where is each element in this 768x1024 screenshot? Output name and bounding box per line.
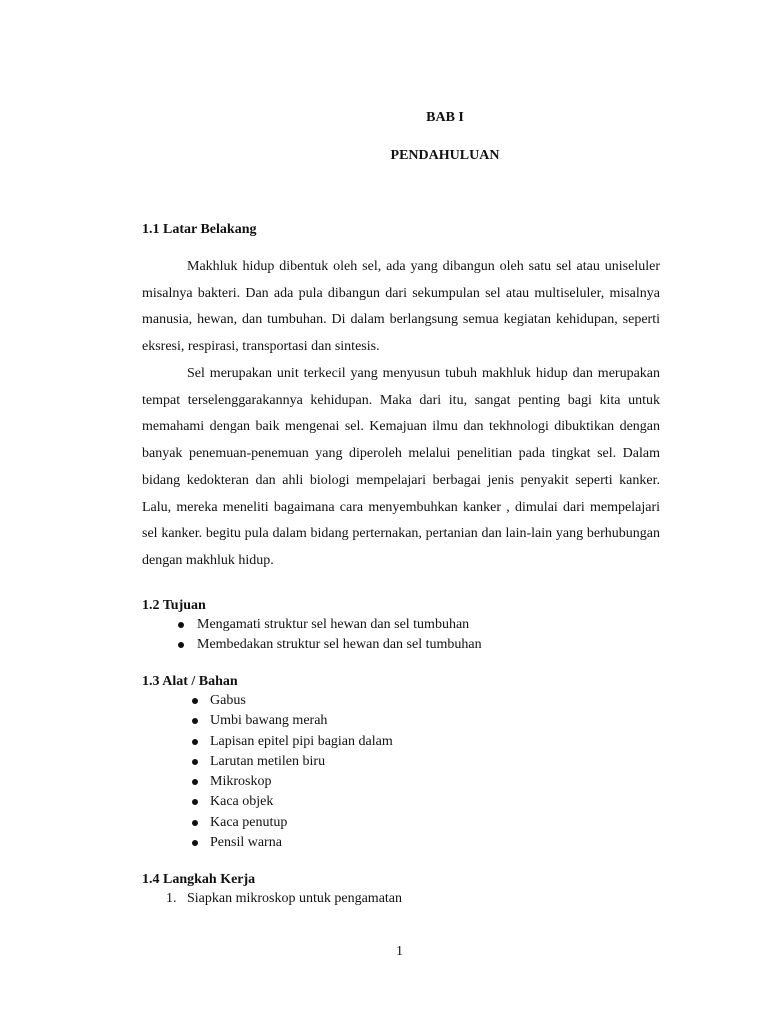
paragraph: Makhluk hidup dibentuk oleh sel, ada yang dibangun oleh satu sel atau uniseluler misalnya bakteri. Dan ada pula dibangun dari sekumpulan sel atau multiseluler, misalnya manusia, hewan, dan tumbuhan. Di dalam berlangsung semua kegiatan kehidupan, seperti eksresi, respirasi, transportasi dan sintesis. bbox=[142, 259, 660, 355]
list-item-text: Membedakan struktur sel hewan dan sel tumbuhan bbox=[197, 637, 482, 653]
list-item-text: Mikroskop bbox=[210, 774, 272, 790]
list-item bbox=[192, 752, 393, 772]
bullet-icon bbox=[192, 840, 198, 846]
bullet-icon bbox=[192, 759, 198, 765]
list-item-text: Kaca objek bbox=[210, 794, 274, 810]
step-text: Siapkan mikroskop untuk pengamatan bbox=[187, 891, 403, 906]
list-item bbox=[178, 615, 482, 635]
bullet-icon bbox=[192, 779, 198, 785]
list-item bbox=[192, 711, 393, 731]
page-number: 1 bbox=[396, 944, 403, 959]
chapter-title: PENDAHULUAN bbox=[390, 148, 500, 163]
bullet-icon bbox=[192, 698, 198, 704]
list-item-text: Kaca penutup bbox=[210, 814, 288, 830]
bullet-icon bbox=[192, 739, 198, 745]
list-item bbox=[192, 772, 393, 792]
section-heading-tujuan: 1.2 Tujuan bbox=[142, 598, 206, 613]
langkah-kerja-list bbox=[166, 889, 402, 909]
chapter-number: BAB I bbox=[426, 110, 464, 125]
list-item-text: Pensil warna bbox=[210, 835, 282, 851]
list-item-text: Gabus bbox=[210, 693, 246, 708]
tujuan-list bbox=[178, 615, 482, 656]
list-item-text: Larutan metilen biru bbox=[210, 753, 326, 769]
section-heading-alat-bahan: 1.3 Alat / Bahan bbox=[142, 674, 238, 689]
list-item-text: Umbi bawang merah bbox=[210, 713, 328, 729]
paragraph: Sel merupakan unit terkecil yang menyusun tubuh makhluk hidup dan merupakan tempat terselenggarakannya kehidupan. Maka dari itu, sangat penting bagi kita untuk memahami dengan baik mengenai sel. Kemajuan ilmu dan tekhnologi dibuktikan dengan banyak penemuan-penemuan yang diperoleh melalui penelitian pada tingkat sel. Dalam bidang kedokteran dan ahli biologi mempelajari berbagai jenis penyakit seperti kanker. Lalu, mereka meneliti bagaimana cara menyembuhkan kanker , dimulai dari mempelajari sel kanker. begitu pula dalam bidang perternakan, pertanian dan lain-lain yang berhubungan dengan makhluk hidup. bbox=[142, 366, 660, 568]
section-heading-langkah-kerja: 1.4 Langkah Kerja bbox=[142, 872, 256, 887]
list-item bbox=[192, 691, 393, 711]
list-item bbox=[192, 813, 393, 833]
bullet-icon bbox=[178, 642, 184, 648]
bullet-icon bbox=[178, 622, 184, 628]
bullet-icon bbox=[192, 799, 198, 805]
step-number: 1. bbox=[166, 891, 177, 906]
list-item-text: Mengamati struktur sel hewan dan sel tumbuhan bbox=[197, 617, 470, 632]
step-item bbox=[166, 889, 402, 909]
alat-bahan-list bbox=[192, 691, 393, 853]
list-item bbox=[192, 792, 393, 812]
list-item bbox=[178, 635, 482, 655]
section-heading-latar-belakang: 1.1 Latar Belakang bbox=[142, 222, 257, 237]
bullet-icon bbox=[192, 820, 198, 826]
list-item-text: Lapisan epitel pipi bagian dalam bbox=[210, 733, 393, 749]
list-item bbox=[192, 732, 393, 752]
bullet-icon bbox=[192, 718, 198, 724]
list-item bbox=[192, 833, 393, 853]
